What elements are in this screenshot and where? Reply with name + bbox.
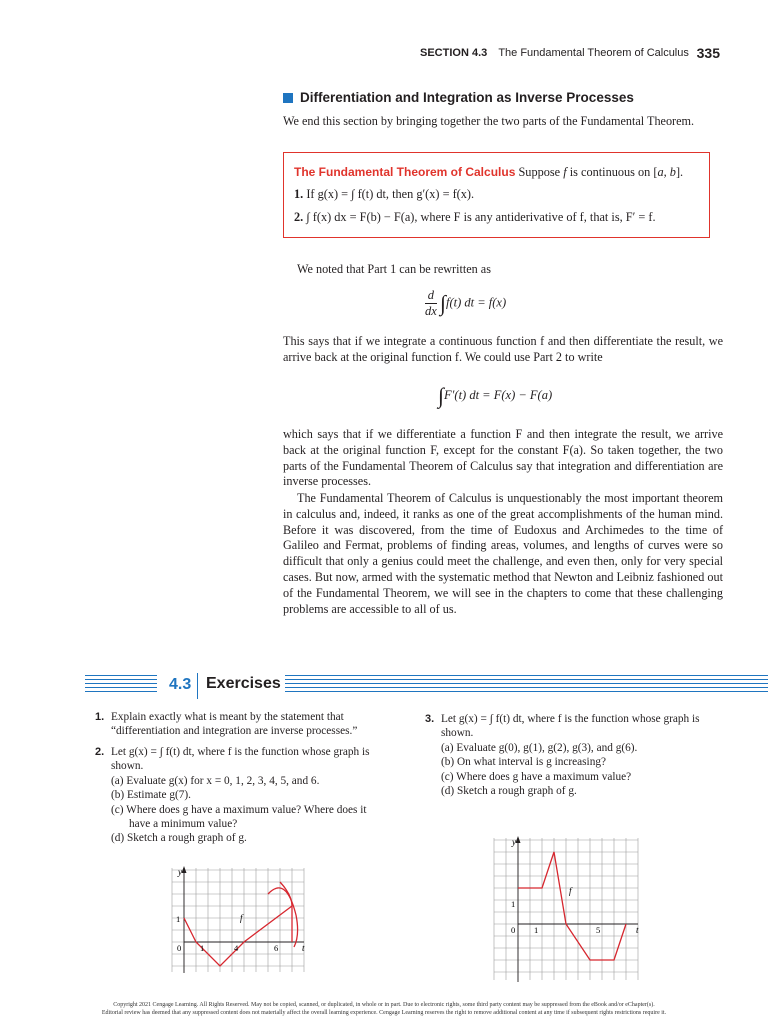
integral-sign: ∫ (438, 383, 445, 408)
exercise-2-d: (d) Sketch a rough graph of g. (111, 832, 247, 845)
exercises-divider (197, 673, 198, 699)
exercise-1 (95, 710, 386, 739)
exercise-3-num: 3. (425, 713, 435, 725)
equation-derivative-of-integral (425, 288, 506, 319)
exercise-3-graph (492, 834, 644, 984)
theorem-part2-num: 2. (294, 210, 304, 224)
graph1-tick-y1: 1 (176, 914, 181, 924)
graph2-f-label: f (569, 886, 572, 896)
theorem-premise-a: Suppose (518, 165, 564, 179)
frac-dx: dx (425, 304, 437, 318)
exercises-header (85, 668, 768, 704)
exercise-3-c: (c) Where does g have a maximum value? (441, 770, 632, 783)
exercise-3-a: (a) Evaluate g(0), g(1), g(2), g(3), and g(6). (441, 741, 638, 754)
theorem-premise-f: f (563, 165, 567, 179)
section-title: The Fundamental Theorem of Calculus (498, 47, 689, 59)
f-curve-linear (184, 906, 292, 966)
graph1-origin: 0 (177, 943, 182, 953)
footer-line-1: Copyright 2021 Cengage Learning. All Rights Reserved. May not be copied, scanned, or duplicated, in whole or in part. Due to electronic rights, some third party content may be suppressed from the eBook and/or eChapter(s). (113, 1002, 655, 1008)
exercise-3-b: (b) On what interval is g increasing? (441, 756, 607, 769)
graph2-tick-x5: 5 (596, 925, 601, 935)
exercise-3-text: Let g(x) = ∫ f(t) dt, where f is the function whose graph is shown. (441, 713, 700, 740)
theorem-part2 (294, 210, 656, 225)
exercise-2-a: (a) Evaluate g(x) for x = 0, 1, 2, 3, 4, 5, and 6. (111, 774, 320, 787)
paragraph-importance: The Fundamental Theorem of Calculus is unquestionably the most important theorem in calculus and, indeed, it ranks as one of the great accomplishments of the human mind. Before it was discovered, from the time of Eudoxus and Archimedes to the time of Galileo and Fermat, problems of finding areas, volumes, and lengths of curves were so difficult that only a genius could meet the challenge, and even then, only for very special cases. But now, armed with the systematic method that Newton and Leibniz fashioned out of the Fundamental Theorem, we will see in the chapters to come that these challenging problems are accessible to all of us. (283, 491, 723, 616)
theorem-premise-ab: a, b (657, 165, 676, 179)
paragraph-part1-rewrite: We noted that Part 1 can be rewritten as (297, 262, 491, 276)
page-number: 335 (696, 45, 720, 61)
eq2-text: F′(t) dt = F(x) − F(a) (444, 387, 553, 402)
exercise-3 (425, 712, 721, 798)
equation-integral-of-derivative (438, 383, 552, 409)
f-curve-top (268, 888, 298, 947)
exercises-title: Exercises (206, 675, 281, 692)
f-curve (518, 852, 626, 960)
exercise-2-text: Let g(x) = ∫ f(t) dt, where f is the function whose graph is shown. (111, 746, 370, 773)
heading-square-icon (283, 93, 293, 103)
exercise-1-num: 1. (95, 711, 105, 723)
graph2-tick-y1: 1 (511, 899, 516, 909)
exercise-2-graph (168, 865, 310, 975)
theorem-title-line (294, 165, 683, 180)
d-dx-fraction (425, 288, 437, 319)
exercise-2-b: (b) Estimate g(7). (111, 789, 191, 802)
theorem-part2-text: ∫ f(x) dx = F(b) − F(a), where F is any antiderivative of f, that is, F′ = f. (306, 210, 656, 224)
graph1-tick-x1: 1 (200, 943, 205, 953)
running-head (420, 47, 720, 67)
section-number: SECTION 4.3 (420, 47, 488, 59)
grid (172, 868, 304, 972)
exercise-2-num: 2. (95, 746, 105, 758)
paragraph-differentiate-then-integrate: which says that if we differentiate a function F and then integrate the result, we arrive back at the original function F, except for the constant F(a). So taken together, the two parts of the Fundamental Theorem of Calculus say that integration and differentiation are inverse processes. (283, 427, 723, 489)
graph2-t-label: t (636, 925, 639, 935)
graph2-origin: 0 (511, 925, 516, 935)
integral-sign: ∫ (439, 290, 446, 316)
grid (494, 838, 638, 980)
graph2-y-label: y (512, 837, 516, 847)
theorem-part1-num: 1. (294, 187, 304, 201)
exercise-2-c: (c) Where does g have a maximum value? Where does it (111, 803, 367, 816)
graph1-y-label: y (178, 867, 182, 877)
theorem-part1 (294, 187, 474, 202)
eq1-rhs: f(t) dt = f(x) (445, 295, 507, 310)
theorem-part1-text: If g(x) = ∫ f(t) dt, then g′(x) = f(x). (306, 187, 475, 201)
left-rule (85, 675, 157, 695)
exercises-number: 4.3 (169, 676, 192, 693)
exercise-3-d: (d) Sketch a rough graph of g. (441, 785, 577, 798)
y-axis-arrow (182, 866, 187, 873)
intro-paragraph: We end this section by bringing together the two parts of the Fundamental Theorem. (283, 114, 695, 128)
footer-line-2: Editorial review has deemed that any suppressed content does not materially affect the overall learning experience. Cengage Learning reserves the right to remove additional content at any time if subsequent rights restrictions require it. (101, 1010, 667, 1016)
theorem-box (283, 152, 710, 238)
exercise-2 (95, 745, 391, 846)
copyright-footer (0, 1001, 768, 1017)
graph1-tick-x6: 6 (274, 943, 279, 953)
subsection-heading (283, 90, 743, 105)
y-axis-arrow (516, 836, 521, 843)
graph2-tick-x1: 1 (534, 925, 539, 935)
right-rule (285, 675, 768, 695)
exercise-1-text: Explain exactly what is meant by the statement that “differentiation and integration are inverse processes.” (111, 711, 358, 738)
theorem-premise-c: ]. (675, 165, 684, 179)
subsection-heading-text: Differentiation and Integration as Inverse Processes (300, 90, 634, 105)
graph1-t-label: t (302, 943, 305, 953)
theorem-premise-b: is continuous on [ (566, 165, 658, 179)
graph1-f-label: f (240, 913, 243, 923)
paragraph-integrate-then-differentiate: This says that if we integrate a continuous function f and then differentiate the result, we arrive back at the original function f. We could use Part 2 to write (283, 334, 723, 364)
frac-d: d (425, 288, 437, 304)
graph1-tick-x4: 4 (234, 943, 239, 953)
theorem-title: The Fundamental Theorem of Calculus (294, 165, 516, 179)
exercise-2-c2: have a minimum value? (129, 818, 238, 831)
